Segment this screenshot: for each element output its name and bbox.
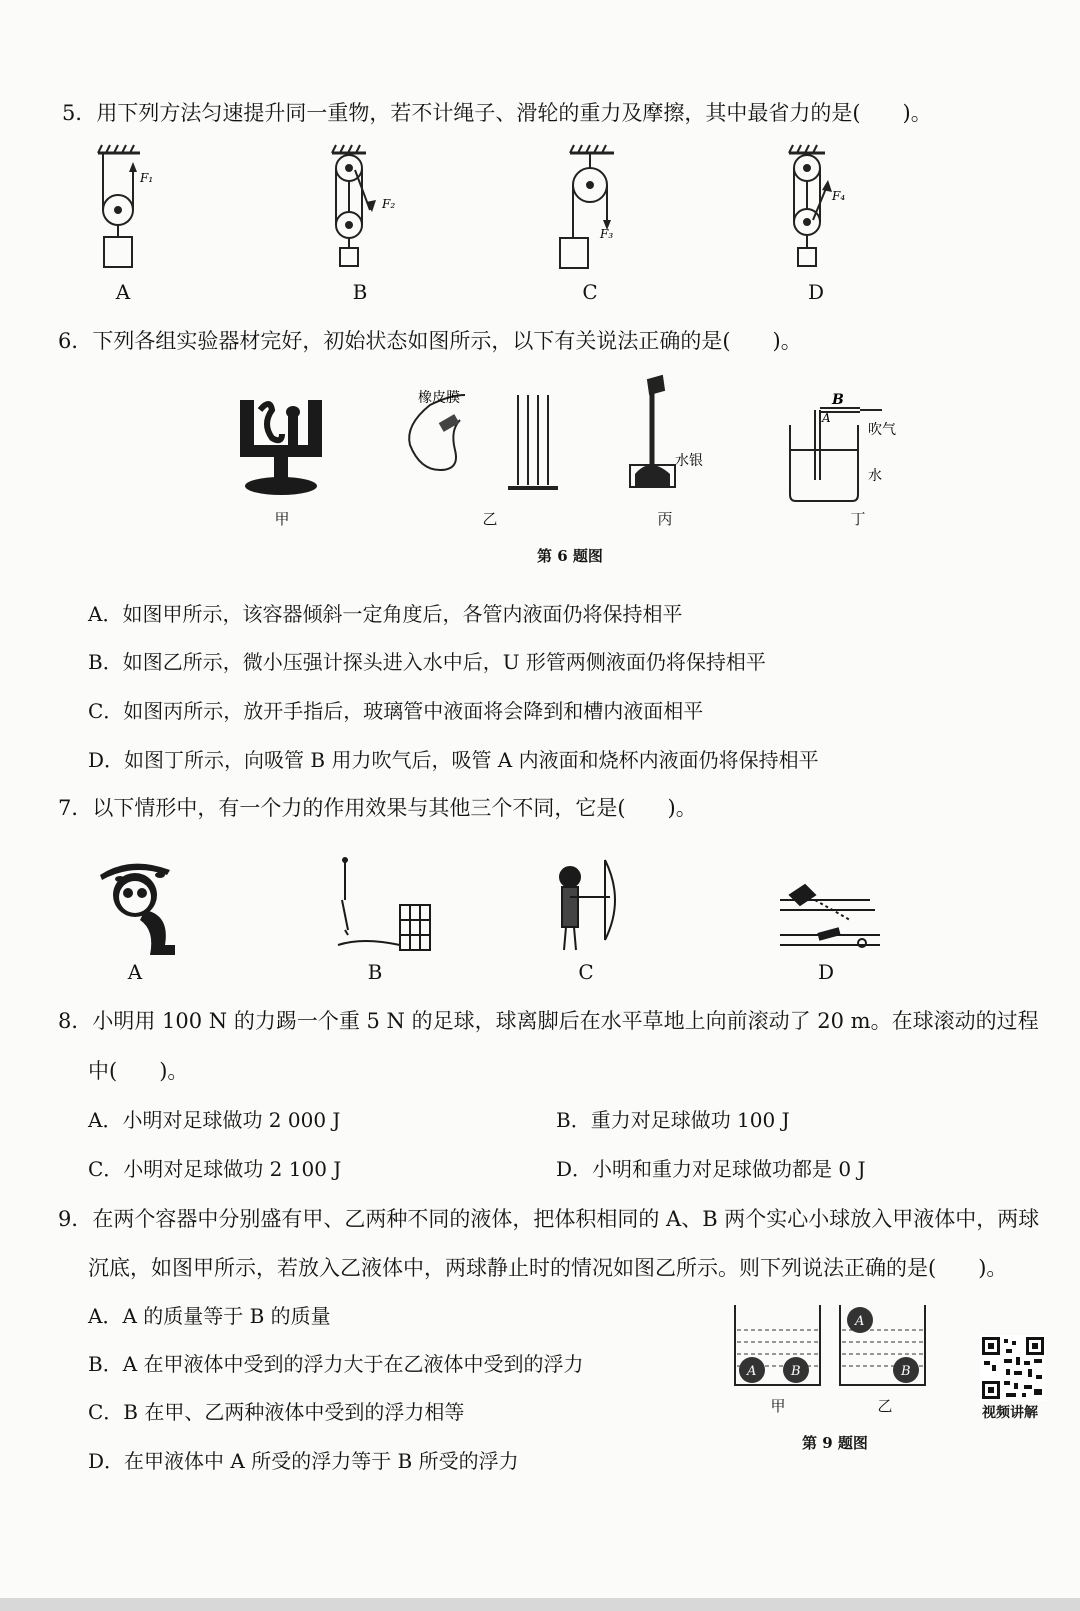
q6-caption: 第 6 题图 bbox=[537, 547, 603, 565]
q5-pulley-figures bbox=[80, 140, 880, 280]
question-8-text-line1: 8．小明用 100 N 的力踢一个重 5 N 的足球，球离脚后在水平草地上向前滚动了 20 m。在球滚动的过程 bbox=[58, 1009, 1039, 1033]
q7-scenario-figures bbox=[90, 855, 910, 965]
force-label-f4: F₄ bbox=[832, 189, 846, 203]
question-6-text: 6．下列各组实验器材完好，初始状态如图所示，以下有关说法正确的是( )。 bbox=[58, 329, 802, 353]
page-bottom-edge bbox=[0, 1598, 1080, 1611]
q9-option-a: A．A 的质量等于 B 的质量 bbox=[88, 1304, 331, 1328]
q5-label-a: A bbox=[115, 280, 131, 304]
q6-fig-label-ding: 丁 bbox=[850, 510, 866, 528]
question-7-text: 7．以下情形中，有一个力的作用效果与其他三个不同，它是( )。 bbox=[58, 796, 697, 820]
q8-option-c: C．小明对足球做功 2 100 J bbox=[88, 1157, 342, 1181]
q6-note-tube-a: A bbox=[822, 411, 831, 425]
q6-fig-label-jia: 甲 bbox=[274, 510, 290, 528]
q5-label-d: D bbox=[807, 280, 825, 304]
q8-option-b: B．重力对足球做功 100 J bbox=[556, 1108, 790, 1132]
q8-option-d: D．小明和重力对足球做功都是 0 J bbox=[556, 1157, 866, 1181]
q6-fig-label-bing: 丙 bbox=[657, 510, 673, 528]
q6-option-d: D．如图丁所示，向吸管 B 用力吹气后，吸管 A 内液面和烧杯内液面仍将保持相平 bbox=[88, 748, 819, 772]
q9-fig-label-yi: 乙 bbox=[877, 1397, 893, 1415]
q6-option-b: B．如图乙所示，微小压强计探头进入水中后，U 形管两侧液面仍将保持相平 bbox=[88, 650, 766, 674]
q6-fig-label-yi: 乙 bbox=[482, 510, 498, 528]
q6-apparatus-figures bbox=[230, 370, 910, 510]
q6-note-mercury: 水银 bbox=[675, 453, 703, 469]
q7-label-b: B bbox=[367, 960, 383, 984]
q9-fig-label-jia: 甲 bbox=[770, 1397, 786, 1415]
q6-note-water: 水 bbox=[868, 468, 882, 484]
force-label-f1: F₁ bbox=[140, 171, 154, 185]
video-qr-code-icon[interactable] bbox=[980, 1335, 1046, 1401]
q6-note-membrane: 橡皮膜 bbox=[418, 390, 460, 406]
q7-label-a: A bbox=[127, 960, 143, 984]
question-9-text-line2: 沉底，如图甲所示，若放入乙液体中，两球静止时的情况如图乙所示。则下列说法正确的是( )。 bbox=[88, 1256, 1008, 1280]
q5-label-c: C bbox=[582, 280, 598, 304]
question-9-text-line1: 9．在两个容器中分别盛有甲、乙两种不同的液体，把体积相同的 A、B 两个实心小球放入甲液体中，两球 bbox=[58, 1207, 1040, 1231]
q5-label-b: B bbox=[352, 280, 368, 304]
q6-option-c: C．如图丙所示，放开手指后，玻璃管中液面将会降到和槽内液面相平 bbox=[88, 699, 704, 723]
q9-containers-figure bbox=[730, 1300, 970, 1395]
q9-caption: 第 9 题图 bbox=[802, 1434, 868, 1452]
q9-ball-a-yi: A bbox=[855, 1314, 865, 1329]
q9-ball-b-jia: B bbox=[791, 1364, 801, 1379]
question-8-text-line2: 中( )。 bbox=[88, 1059, 189, 1083]
q9-option-d: D．在甲液体中 A 所受的浮力等于 B 所受的浮力 bbox=[88, 1449, 519, 1473]
force-label-f2: F₂ bbox=[382, 197, 396, 211]
q7-label-d: D bbox=[817, 960, 835, 984]
q9-ball-b-yi: B bbox=[901, 1364, 911, 1379]
force-label-f3: F₃ bbox=[600, 227, 614, 241]
q6-note-blow: 吹气 bbox=[868, 422, 896, 438]
video-explanation-label[interactable]: 视频讲解 bbox=[982, 1405, 1038, 1421]
q6-note-tube-b: B bbox=[832, 392, 844, 408]
q7-label-c: C bbox=[578, 960, 594, 984]
q9-ball-a-jia: A bbox=[747, 1364, 757, 1379]
question-5-text: 5．用下列方法匀速提升同一重物，若不计绳子、滑轮的重力及摩擦，其中最省力的是( )。 bbox=[62, 101, 932, 125]
q9-option-c: C．B 在甲、乙两种液体中受到的浮力相等 bbox=[88, 1400, 465, 1424]
q9-option-b: B．A 在甲液体中受到的浮力大于在乙液体中受到的浮力 bbox=[88, 1352, 584, 1376]
q8-option-a: A．小明对足球做功 2 000 J bbox=[88, 1108, 341, 1132]
q6-option-a: A．如图甲所示，该容器倾斜一定角度后，各管内液面仍将保持相平 bbox=[88, 602, 683, 626]
